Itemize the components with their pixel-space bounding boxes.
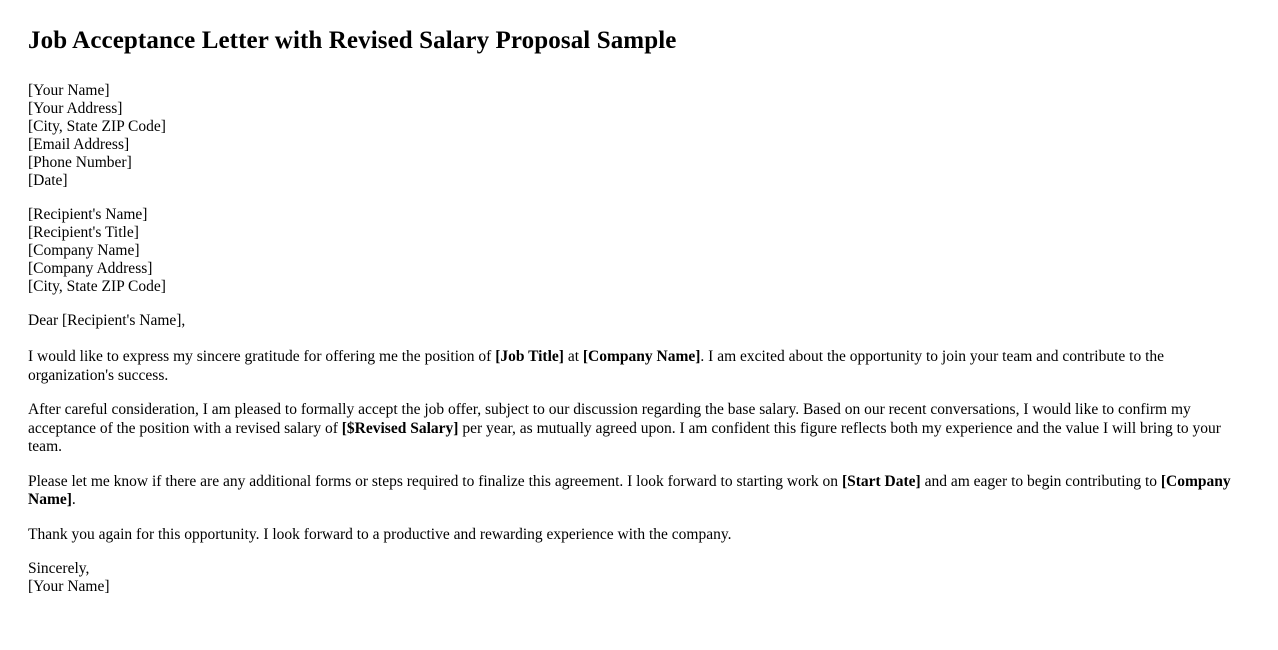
paragraph-gratitude xyxy=(28,348,1233,385)
page-title: Job Acceptance Letter with Revised Salary Proposal Sample xyxy=(28,27,677,54)
paragraph-next-steps-text-2: and am eager to begin contributing to xyxy=(920,472,1161,490)
paragraph-gratitude-text-2: at xyxy=(563,348,583,365)
sender-email: [Email Address] xyxy=(28,136,130,153)
sender-name: [Your Name] xyxy=(28,82,110,99)
signature-name: [Your Name] xyxy=(28,578,110,595)
recipient-address-block xyxy=(28,206,1250,296)
placeholder-start-date: [Start Date] xyxy=(841,472,921,490)
salutation: Dear [Recipient's Name], xyxy=(28,312,186,329)
placeholder-company-name-2: [Company Name] xyxy=(28,472,1231,508)
placeholder-company-name-1: [Company Name] xyxy=(582,348,701,365)
paragraph-acceptance-text-2: per year, as mutually agreed upon. I am confident this figure reflects both my experience and the value I will bring to your team. xyxy=(28,419,1221,455)
letter-date: [Date] xyxy=(28,172,68,189)
recipient-name: [Recipient's Name] xyxy=(28,206,148,223)
paragraph-next-steps xyxy=(28,473,1233,510)
sender-address-block xyxy=(28,82,1250,190)
recipient-title: [Recipient's Title] xyxy=(28,224,139,241)
sender-city-state-zip: [City, State ZIP Code] xyxy=(28,118,166,135)
placeholder-revised-salary: [$Revised Salary] xyxy=(341,419,459,437)
paragraph-acceptance xyxy=(28,401,1233,457)
paragraph-next-steps-text-3: . xyxy=(71,491,76,508)
recipient-company: [Company Name] xyxy=(28,242,140,259)
valediction: Sincerely, xyxy=(28,560,90,577)
sender-phone: [Phone Number] xyxy=(28,154,132,171)
sender-address: [Your Address] xyxy=(28,100,123,117)
recipient-city-state-zip: [City, State ZIP Code] xyxy=(28,278,166,295)
paragraph-gratitude-text-3: . I am excited about the opportunity to join your team and contribute to the organization's success. xyxy=(28,348,1165,384)
closing-block xyxy=(28,560,1250,596)
recipient-company-address: [Company Address] xyxy=(28,260,153,277)
paragraph-gratitude-text-1: I would like to express my sincere gratitude for offering me the position of xyxy=(28,348,496,365)
paragraph-acceptance-text-1: After careful consideration, I am pleased to formally accept the job offer, subject to our discussion regarding the base salary. Based on our recent conversations, I would like to confirm my acceptance of the position with a revised salary of xyxy=(28,401,1191,437)
placeholder-job-title: [Job Title] xyxy=(495,348,564,365)
paragraph-next-steps-text-1: Please let me know if there are any additional forms or steps required to finalize this agreement. I look forward to starting work on xyxy=(28,472,842,490)
paragraph-thanks: Thank you again for this opportunity. I look forward to a productive and rewarding experience with the company. xyxy=(28,525,732,543)
